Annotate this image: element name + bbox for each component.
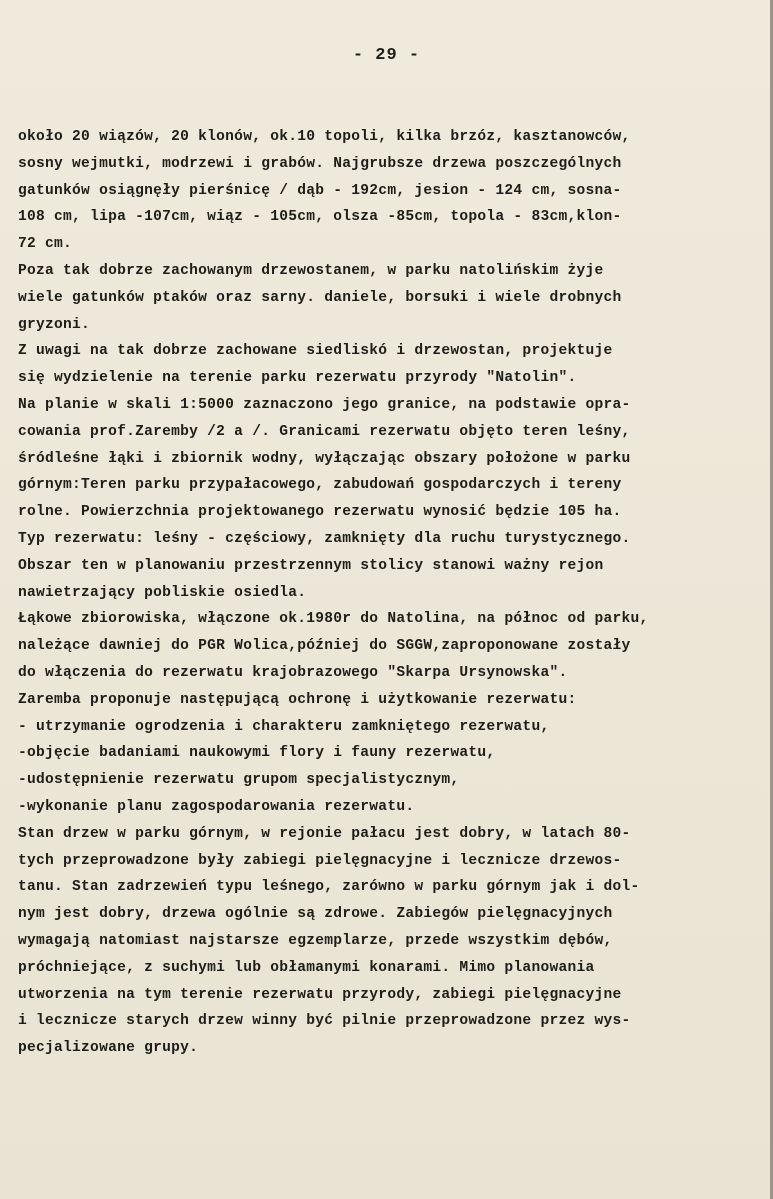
text-line: Typ rezerwatu: leśny - częściowy, zamknięty dla ruchu turystycznego. — [18, 530, 631, 547]
text-line: pecjalizowane grupy. — [18, 1040, 199, 1057]
text-line: wiele gatunków ptaków oraz sarny. daniele, borsuki i wiele drobnych — [18, 289, 622, 306]
text-line: -wykonanie planu zagospodarowania rezerwatu. — [18, 798, 415, 815]
text-line: 72 cm. — [18, 236, 73, 253]
text-line: -objęcie badaniami naukowymi flory i fauny rezerwatu, — [18, 745, 496, 762]
text-line: 108 cm, lipa -107cm, wiąz - 105cm, olsza -85cm, topola - 83cm,klon- — [18, 209, 622, 226]
text-line: nym jest dobry, drzewa ogólnie są zdrowe. Zabiegów pielęgnacyjnych — [18, 906, 613, 923]
text-line: gryzoni. — [18, 316, 91, 333]
text-line: - utrzymanie ogrodzenia i charakteru zamkniętego rezerwatu, — [18, 718, 550, 735]
text-line: Łąkowe zbiorowiska, włączone ok.1980r do Natolina, na północ od parku, — [18, 611, 649, 628]
text-line: należące dawniej do PGR Wolica,później do SGGW,zaproponowane zostały — [18, 638, 631, 655]
text-line: -udostępnienie rezerwatu grupom specjalistycznym, — [18, 772, 460, 789]
text-line: gatunków osiągnęły pierśnicę / dąb - 192cm, jesion - 124 cm, sosna- — [18, 182, 622, 199]
text-line: do włączenia do rezerwatu krajobrazowego "Skarpa Ursynowska". — [18, 664, 568, 681]
text-line: Na planie w skali 1:5000 zaznaczono jego granice, na podstawie opra- — [18, 396, 631, 413]
text-line: tanu. Stan zadrzewień typu leśnego, zarówno w parku górnym jak i dol- — [18, 879, 640, 896]
page-number: - 29 - — [352, 46, 421, 65]
text-line: rolne. Powierzchnia projektowanego rezerwatu wynosić będzie 105 ha. — [18, 504, 622, 521]
text-line: Zaremba proponuje następującą ochronę i użytkowanie rezerwatu: — [18, 691, 577, 708]
text-line: wymagają natomiast najstarsze egzemplarze, przede wszystkim dębów, — [18, 932, 613, 949]
text-line: się wydzielenie na terenie parku rezerwatu przyrody "Natolin". — [18, 370, 577, 387]
text-line: cowania prof.Zaremby /2 a /. Granicami rezerwatu objęto teren leśny, — [18, 423, 631, 440]
text-line: próchniejące, z suchymi lub obłamanymi konarami. Mimo planowania — [18, 959, 595, 976]
text-line: tych przeprowadzone były zabiegi pielęgnacyjne i lecznicze drzewos- — [18, 852, 622, 869]
text-line: sosny wejmutki, modrzewi i grabów. Najgrubsze drzewa poszczególnych — [18, 155, 622, 172]
text-line: górnym:Teren parku przypałacowego, zabudowań gospodarczych i tereny — [18, 477, 622, 494]
text-line: Obszar ten w planowaniu przestrzennym stolicy stanowi ważny rejon — [18, 557, 604, 574]
text-line: około 20 wiązów, 20 klonów, ok.10 topoli, kilka brzóz, kasztanowców, — [18, 129, 631, 145]
text-line: Stan drzew w parku górnym, w rejonie pałacu jest dobry, w latach 80- — [18, 825, 631, 842]
text-line: utworzenia na tym terenie rezerwatu przyrody, zabiegi pielęgnacyjne — [18, 986, 622, 1003]
text-line: Poza tak dobrze zachowanym drzewostanem, w parku natolińskim żyje — [18, 262, 604, 279]
text-line: Z uwagi na tak dobrze zachowane siedliskó i drzewostan, projektuje — [18, 343, 613, 360]
body-text — [18, 124, 753, 1062]
text-line: śródleśne łąki i zbiornik wodny, wyłączając obszary położone w parku — [18, 450, 631, 467]
text-line: nawietrzający pobliskie osiedla. — [18, 584, 307, 601]
text-line: i lecznicze starych drzew winny być pilnie przeprowadzone przez wys- — [18, 1013, 631, 1030]
